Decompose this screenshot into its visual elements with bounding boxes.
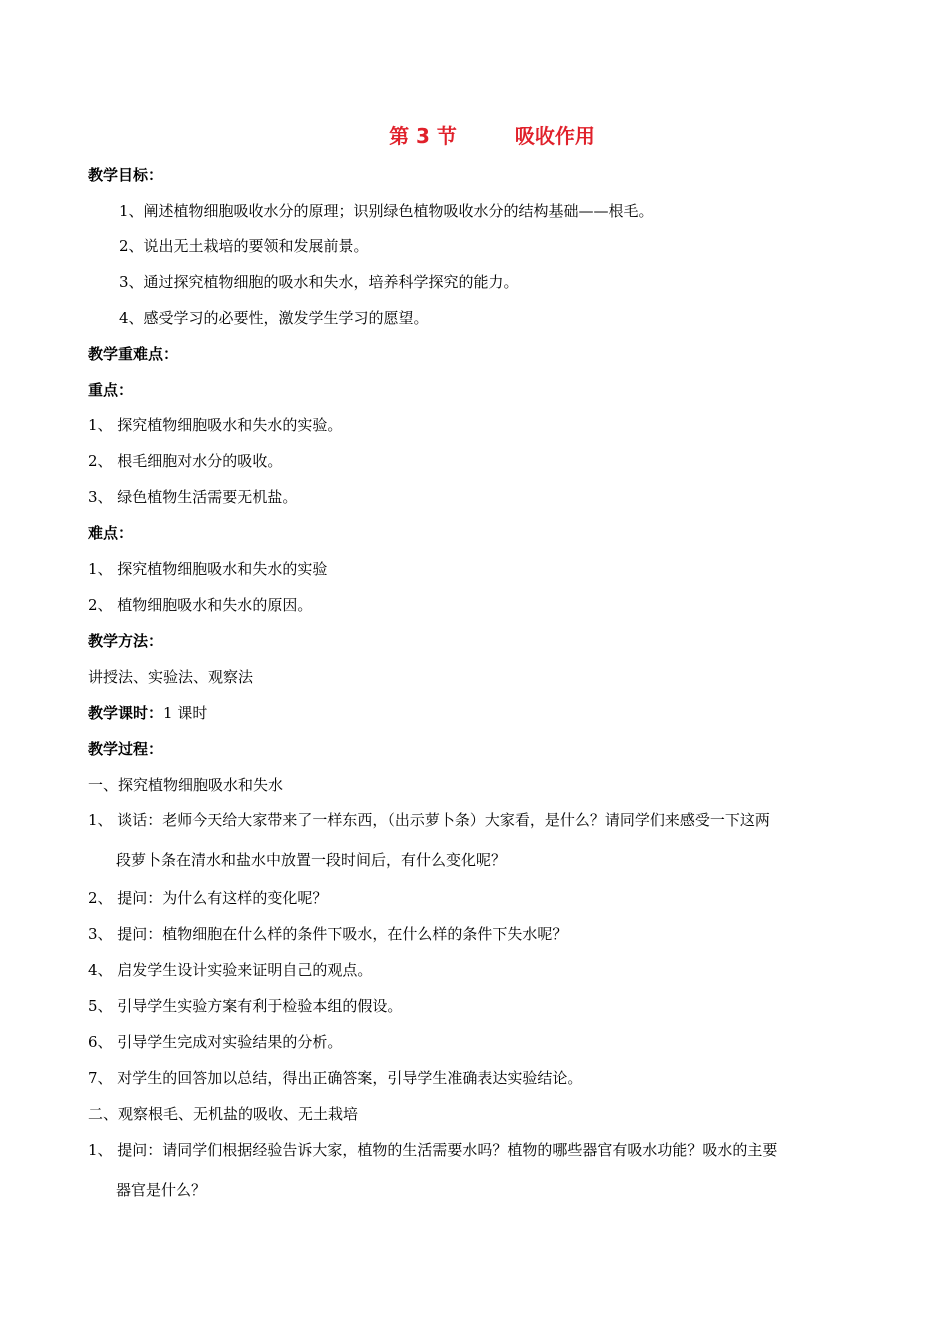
section-name: 吸收作用 xyxy=(514,124,595,148)
key-points-heading: 重点： xyxy=(88,381,134,399)
difficult-point-item: 1、 探究植物细胞吸水和失水的实验 xyxy=(88,560,328,578)
process-part2-item: 1、 提问：请同学们根据经验告诉大家，植物的生活需要水吗？植物的哪些器官有吸水功能？吸水的主要 xyxy=(88,1141,778,1159)
process-part1-item: 3、 提问：植物细胞在什么样的条件下吸水，在什么样的条件下失水呢？ xyxy=(88,925,568,943)
objective-item: 2、说出无土栽培的要领和发展前景。 xyxy=(119,237,369,255)
methods-heading: 教学方法： xyxy=(88,632,164,650)
key-point-item: 2、 根毛细胞对水分的吸收。 xyxy=(88,452,283,470)
objective-item: 1、阐述植物细胞吸收水分的原理；识别绿色植物吸收水分的结构基础——根毛。 xyxy=(119,202,654,220)
process-part1-item: 7、 对学生的回答加以总结，得出正确答案，引导学生准确表达实验结论。 xyxy=(88,1069,583,1087)
key-point-item: 1、 探究植物细胞吸水和失水的实验。 xyxy=(88,416,343,434)
document-title xyxy=(0,120,950,149)
key-difficult-heading: 教学重难点： xyxy=(88,345,179,363)
process-part1-item: 2、 提问：为什么有这样的变化呢？ xyxy=(88,889,328,907)
process-part1-item: 1、 谈话：老师今天给大家带来了一样东西，（出示萝卜条）大家看，是什么？请同学们来感受一下这两 xyxy=(88,811,770,829)
class-hours xyxy=(88,703,207,723)
process-heading: 教学过程： xyxy=(88,740,164,758)
key-point-item: 3、 绿色植物生活需要无机盐。 xyxy=(88,488,298,506)
process-part1-item: 5、 引导学生实验方案有利于检验本组的假设。 xyxy=(88,997,403,1015)
process-part1-item: 4、 启发学生设计实验来证明自己的观点。 xyxy=(88,961,373,979)
difficult-points-heading: 难点： xyxy=(88,524,134,542)
process-part1-item: 6、 引导学生完成对实验结果的分析。 xyxy=(88,1033,343,1051)
difficult-point-item: 2、 植物细胞吸水和失水的原因。 xyxy=(88,596,313,614)
section-number: 第 3 节 xyxy=(389,124,457,148)
methods-text: 讲授法、实验法、观察法 xyxy=(88,668,254,686)
objective-item: 4、感受学习的必要性，激发学生学习的愿望。 xyxy=(119,309,429,327)
process-part1-title: 一、探究植物细胞吸水和失水 xyxy=(88,776,284,794)
process-part2-item-continued: 器官是什么？ xyxy=(116,1181,207,1199)
class-hours-text: 1 课时 xyxy=(163,704,208,722)
objectives-heading: 教学目标： xyxy=(88,166,164,184)
class-hours-heading: 教学课时： xyxy=(88,704,164,722)
objective-item: 3、通过探究植物细胞的吸水和失水，培养科学探究的能力。 xyxy=(119,273,519,291)
process-part1-item-continued: 段萝卜条在清水和盐水中放置一段时间后，有什么变化呢？ xyxy=(116,851,507,869)
process-part2-title: 二、观察根毛、无机盐的吸收、无土栽培 xyxy=(88,1105,359,1123)
